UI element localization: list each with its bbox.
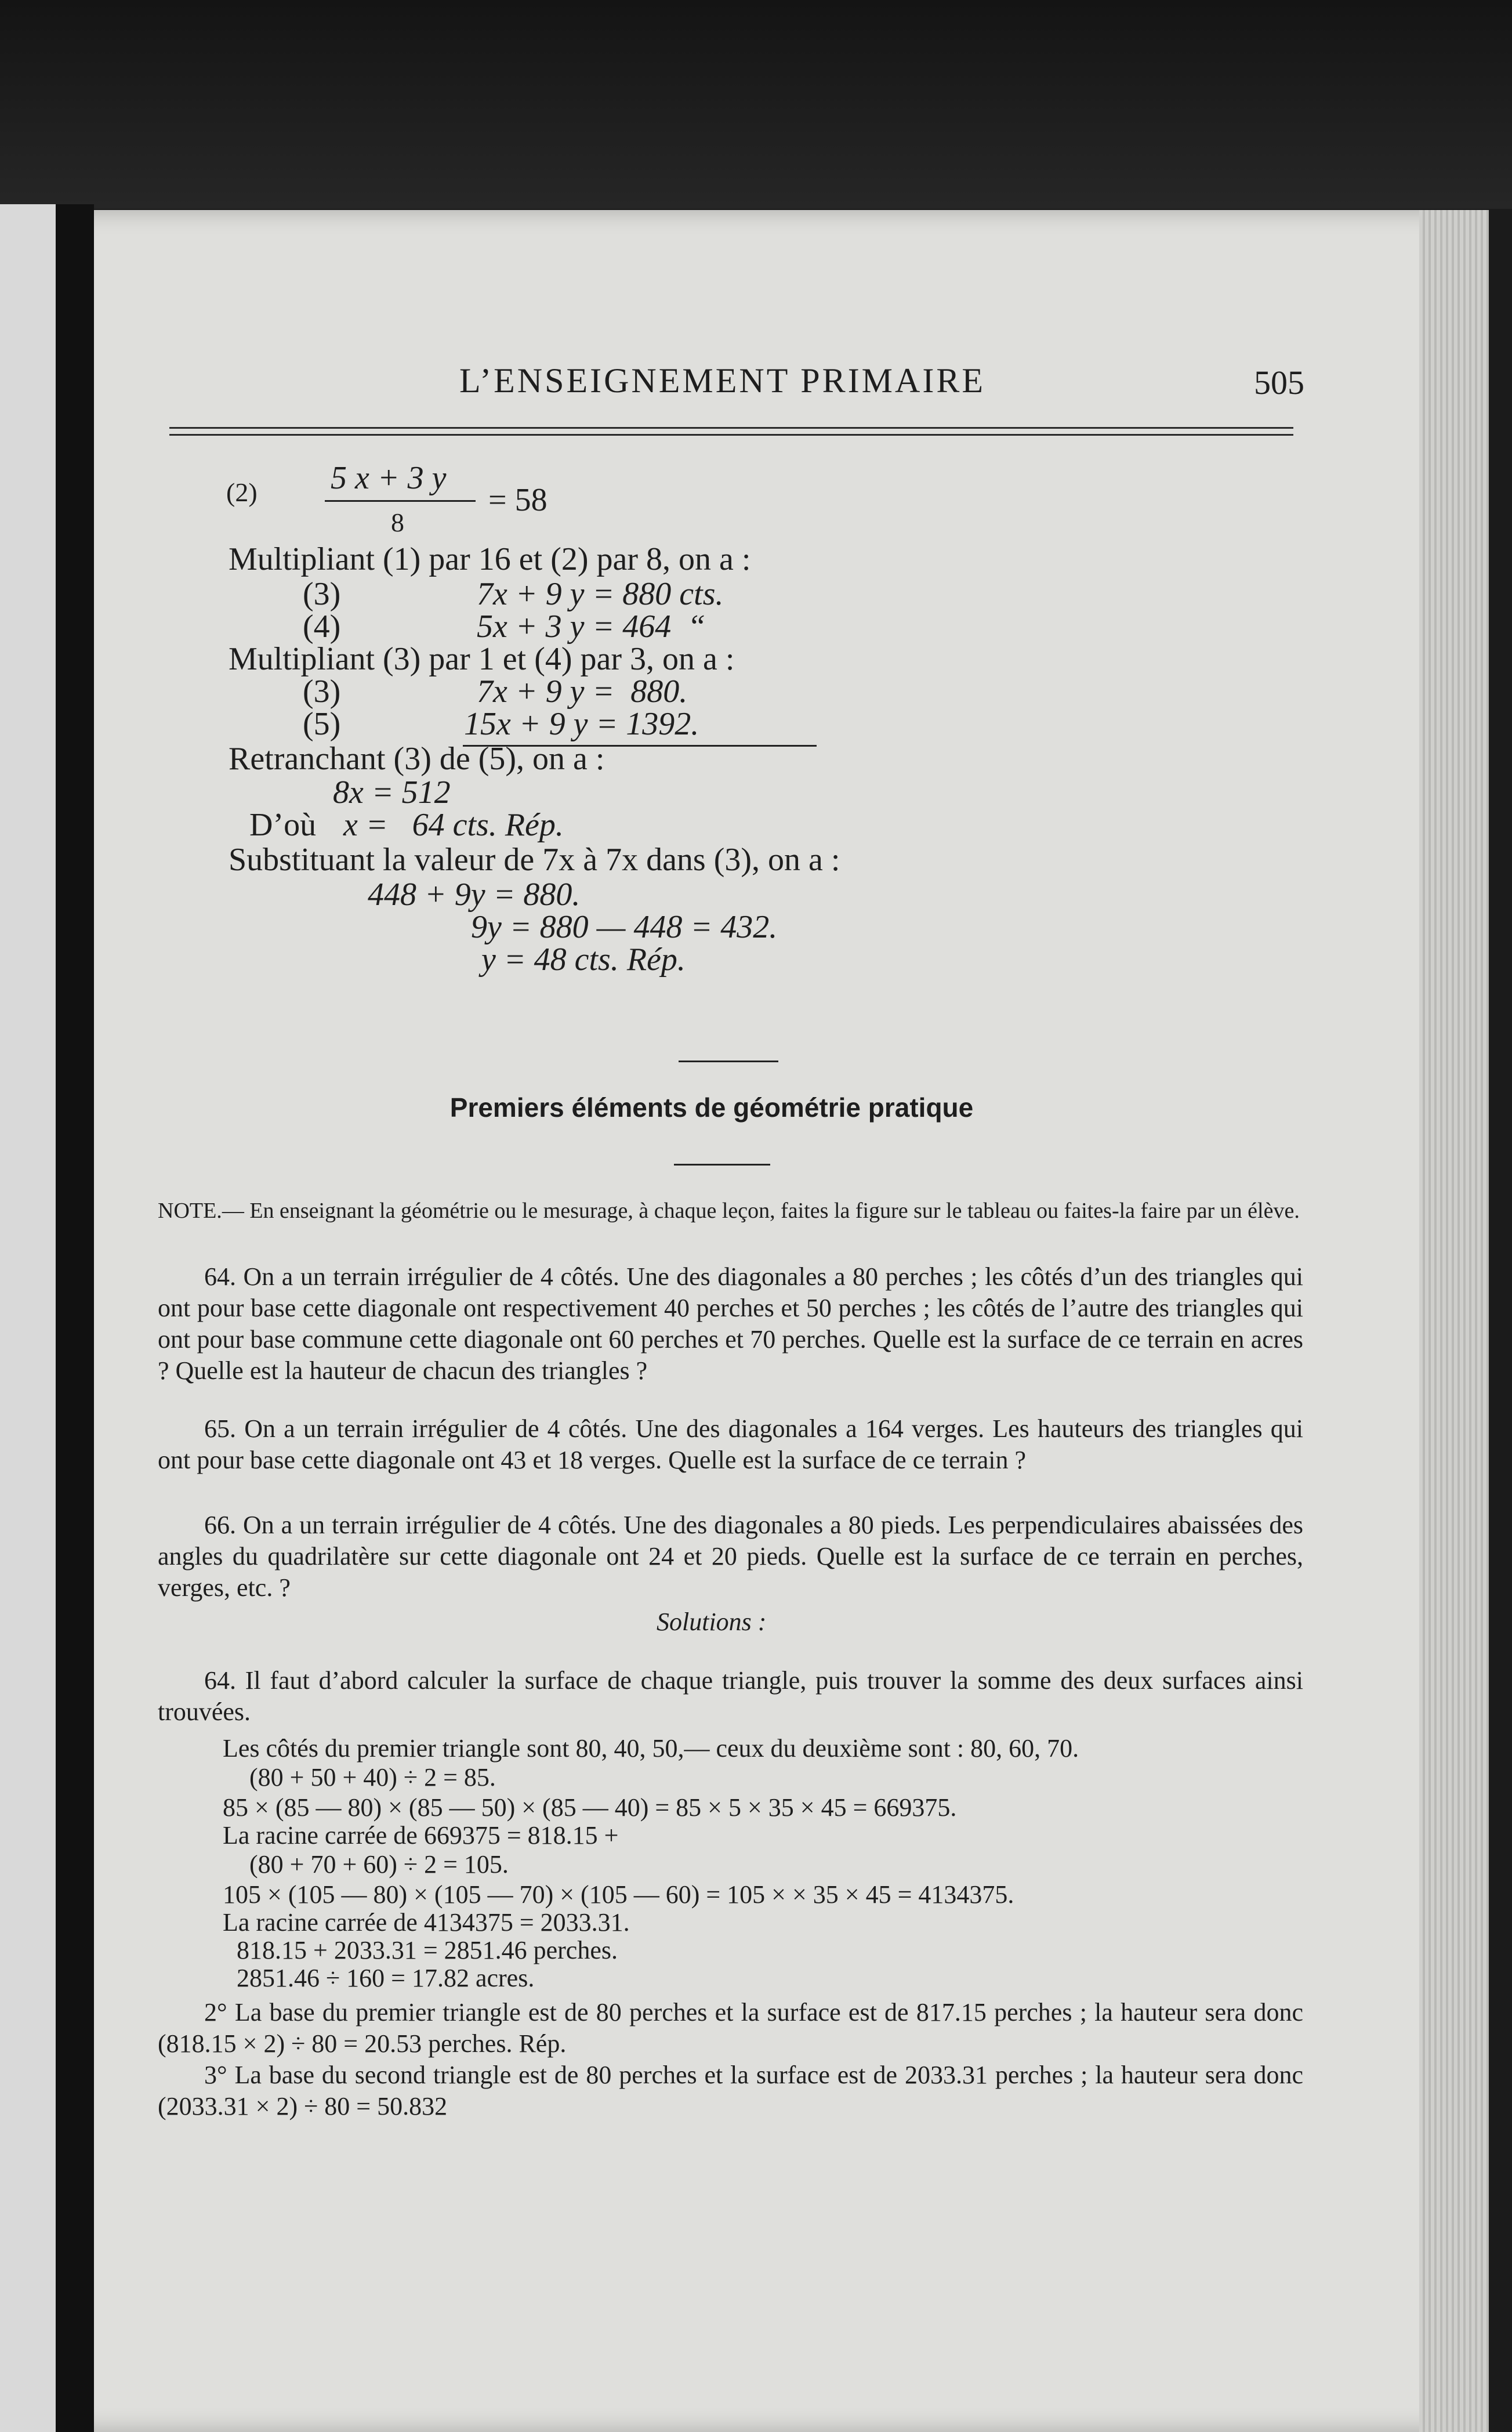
solutions-heading: Solutions : xyxy=(657,1608,767,1636)
page-stack-edge xyxy=(1419,210,1489,2432)
solution-line: (80 + 70 + 60) ÷ 2 = 105. xyxy=(249,1850,509,1879)
solution-line: 818.15 + 2033.31 = 2851.46 perches. xyxy=(237,1936,618,1964)
binding-shadow xyxy=(56,204,94,2432)
equation-label: (5) xyxy=(303,706,341,742)
equation-label: (3) xyxy=(303,674,341,710)
step-text: Multipliant (3) par 1 et (4) par 3, on a : xyxy=(229,641,735,677)
solution-line: Les côtés du premier triangle sont 80, 40, 50,— ceux du deuxième sont : 80, 60, 70. xyxy=(223,1734,1079,1763)
solution-line: 85 × (85 — 80) × (85 — 50) × (85 — 40) = 85 × 5 × 35 × 45 = 669375. xyxy=(223,1793,957,1822)
result-line: x = 64 cts. Rép. xyxy=(343,807,564,843)
step-text: Substituant la valeur de 7x à 7x dans (3), on a : xyxy=(229,842,840,878)
equation-label: (4) xyxy=(303,609,341,645)
fraction-bar xyxy=(325,500,476,502)
equation-label: (3) xyxy=(303,576,341,612)
note-label: NOTE. xyxy=(158,1199,222,1223)
book-page xyxy=(94,210,1489,2432)
problem-66: 66. On a un terrain irrégulier de 4 côtés. Une des diagonales a 80 pieds. Les perpendiculaires abaissées des angles du quadrilatère sur cette diagonale ont 24 et 20 pieds. Quelle est la surface de ce terrain en perches, verges, etc. ? xyxy=(158,1511,1303,1602)
problem-64: 64. On a un terrain irrégulier de 4 côtés. Une des diagonales a 80 perches ; les côtés d’un des triangles qui ont pour base cette diagonale ont respectivement 40 perches et 50 perches ; les côtés de l’autre des triangles qui ont pour base commune cette diagonale ont 60 perches et 70 perches. Quelle est la surface de ce terrain en acres ? Quelle est la hauteur de chacun des triangles ? xyxy=(158,1262,1303,1385)
equation-rhs: = 58 xyxy=(488,482,547,518)
solution-line: 2851.46 ÷ 160 = 17.82 acres. xyxy=(237,1964,535,1992)
solution-intro: 64. Il faut d’abord calculer la surface de chaque triangle, puis trouver la somme des deux surfaces ainsi trouvées. xyxy=(158,1666,1303,1726)
solution-line: 105 × (105 — 80) × (105 — 70) × (105 — 60) = 105 × × 35 × 45 = 4134375. xyxy=(223,1880,1014,1909)
fraction-numerator: 5 x + 3 y xyxy=(331,460,447,496)
section-title: Premiers éléments de géométrie pratique xyxy=(449,1092,974,1123)
step-text: Retranchant (3) de (5), on a : xyxy=(229,741,605,777)
equation: 7x + 9 y = 880. xyxy=(477,674,688,710)
problem-65: 65. On a un terrain irrégulier de 4 côtés. Une des diagonales a 164 verges. Les hauteurs des triangles qui ont pour base cette diagonale ont 43 et 18 verges. Quelle est la surface de ce terrain ? xyxy=(158,1414,1303,1474)
solution-part-3: 3° La base du second triangle est de 80 perches et la surface est de 2033.31 perches ; la hauteur sera donc (2033.31 × 2) ÷ 80 = 50.832 xyxy=(158,2061,1303,2120)
header-rule xyxy=(169,427,1293,429)
equation: 15x + 9 y = 1392. xyxy=(464,706,699,742)
solution-line: (80 + 50 + 40) ÷ 2 = 85. xyxy=(249,1763,496,1792)
running-head: L’ENSEIGNEMENT PRIMAIRE xyxy=(459,361,986,400)
note-paragraph xyxy=(158,1196,1303,1225)
ornament-rule xyxy=(674,1164,770,1166)
equation: 7x + 9 y = 880 cts. xyxy=(477,576,724,612)
step-text: Multipliant (1) par 16 et (2) par 8, on a : xyxy=(229,541,751,577)
ornament-rule xyxy=(679,1061,778,1062)
note-text: — En enseignant la géométrie ou le mesurage, à chaque leçon, faites la figure sur le tableau ou faites-la faire par un élève. xyxy=(222,1199,1300,1223)
solution-line: La racine carrée de 4134375 = 2033.31. xyxy=(223,1908,630,1937)
film-border xyxy=(0,0,1512,209)
result-prefix: D’où xyxy=(249,807,317,843)
solution-part-2: 2° La base du premier triangle est de 80 perches et la surface est de 817.15 perches ; la hauteur sera donc (818.15 × 2) ÷ 80 = 20.53 perches. Rép. xyxy=(158,1998,1303,2058)
header-rule xyxy=(169,434,1293,436)
equation: 5x + 3 y = 464 “ xyxy=(477,609,706,645)
equation-label: (2) xyxy=(226,477,258,507)
fraction-denominator: 8 xyxy=(391,508,404,537)
result-line: 8x = 512 xyxy=(333,775,451,810)
substitution-line: 9y = 880 — 448 = 432. xyxy=(471,909,778,945)
solution-line: La racine carrée de 669375 = 818.15 + xyxy=(223,1821,619,1850)
substitution-line: 448 + 9y = 880. xyxy=(368,877,581,913)
substitution-line: y = 48 cts. Rép. xyxy=(481,942,686,978)
page-number: 505 xyxy=(1254,364,1304,401)
